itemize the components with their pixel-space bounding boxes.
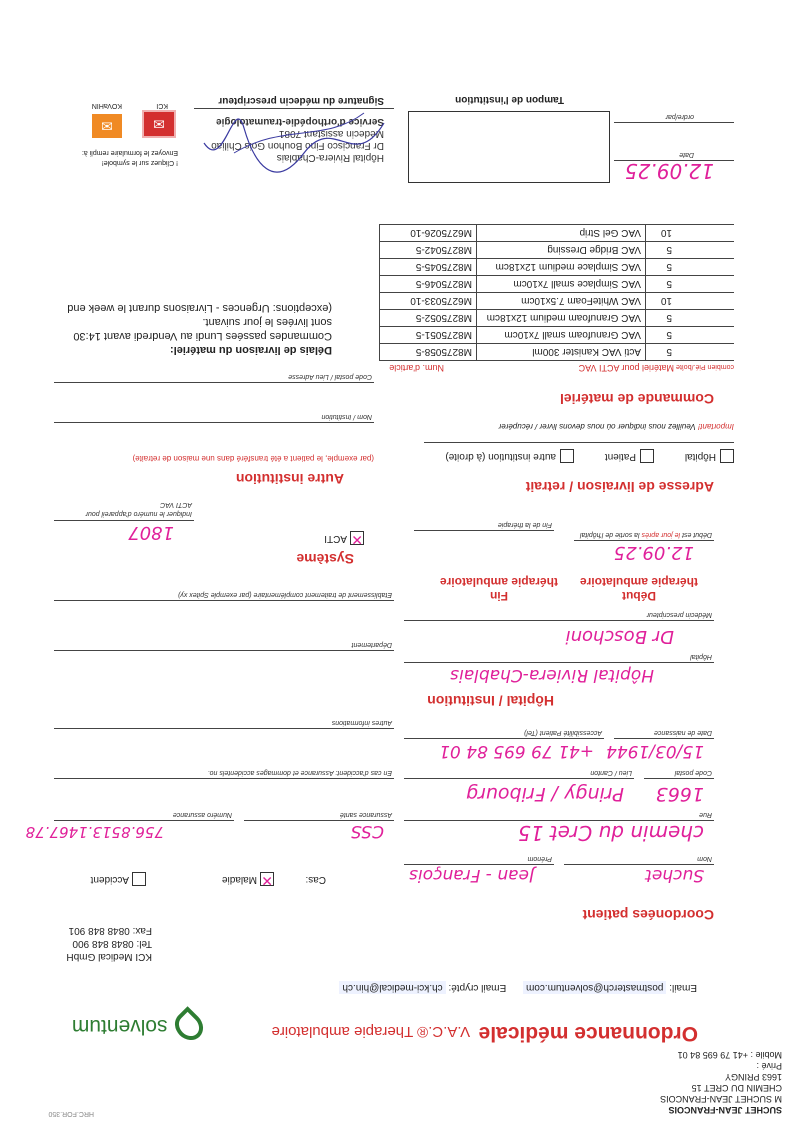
order-name: VAC Granufoam medium 12x18cm (477, 310, 646, 327)
order-name: Acti VAC Kanister 300ml (477, 344, 646, 361)
debut-value[interactable]: 12.09.25 (613, 542, 694, 563)
debut-heading-2: thérapie ambulatoire (579, 575, 698, 589)
debut-line (574, 540, 714, 541)
order-row (380, 293, 735, 310)
stamp-line-3: Médecin assistant 7081 (278, 128, 384, 139)
lieu-label: Lieu / Canton (590, 769, 632, 776)
order-qty: 5 (646, 310, 677, 327)
section-patient: Coordonées patient (582, 907, 714, 923)
order-combien-cell[interactable] (676, 327, 734, 344)
order-num: M6275026-10 (380, 225, 477, 242)
order-num: M8275051-5 (380, 327, 477, 344)
fin-heading-1: Fin (489, 589, 508, 603)
crypt-address[interactable]: ch.kci-medical@hin.ch (339, 981, 445, 994)
section-hopital: Hôpital / Institution (427, 693, 554, 709)
check-mark-icon: ✕ (261, 873, 273, 889)
stamp-line-4: Service d'orthopédie-traumatologie (216, 116, 384, 127)
fin-heading-2: thérapie ambulatoire (439, 575, 558, 589)
tel-label: Accessibilité Patient (Tel) (524, 729, 602, 736)
sticker-line-1: SUCHET JEAN-FRANCOIS (668, 1105, 782, 1115)
sticker-line-3: CHEMIN DU CRET 15 (691, 1083, 782, 1093)
order-num: M6275033-10 (380, 293, 477, 310)
fin-label: Fin de la thérapie (497, 521, 552, 528)
appareil-note (86, 500, 192, 518)
naissance-label: Date de naissance (654, 729, 712, 736)
solventum-logo (72, 1011, 202, 1041)
footer-ordre-label: ordre/par (665, 113, 694, 120)
tampon-box[interactable] (408, 111, 610, 183)
order-name: VAC Gel Strip (477, 225, 646, 242)
rue-line (404, 820, 714, 821)
livraison-line (424, 442, 734, 443)
delais-line-2: sont livrées le jour suivant. (202, 316, 332, 328)
order-num: M8275052-5 (380, 310, 477, 327)
signature-label: Signature du médecin prescripteur (218, 95, 384, 106)
section-livraison: Adresse de livraison / retrait (525, 479, 714, 495)
order-num: M8275042-5 (380, 242, 477, 259)
crypt-label: Email crypté: (448, 982, 507, 993)
acti-check-icon: ✕ (351, 532, 363, 548)
section-autre-institution: Autre institution (235, 471, 344, 487)
order-table-body (380, 225, 735, 361)
solventum-icon (169, 1006, 209, 1046)
accident-note-line (54, 778, 394, 779)
sticker-line-4: 1663 PRINGY (724, 1072, 782, 1082)
kci-mail-icon[interactable]: ✉ (142, 110, 176, 138)
hin-mail-icon[interactable]: ✉ (92, 114, 122, 138)
code-postal-line (644, 778, 714, 779)
order-name: VAC WhiteFoam 7.5x10cm (477, 293, 646, 310)
numero-label: Numéro assurance (172, 811, 232, 818)
autre-nom-label: Nom / Institution (321, 413, 372, 420)
nom-label: Nom (697, 855, 712, 862)
footer-date-label: Date (679, 151, 694, 158)
nom-line (564, 864, 714, 865)
company-tel: Tel: 0848 848 900 (72, 938, 152, 949)
tel-line (404, 738, 604, 739)
assurance-label: Assurance santé (339, 811, 392, 818)
order-row (380, 310, 735, 327)
livraison-autre-checkbox[interactable] (560, 449, 574, 463)
delais-line-1: Commandes passées Lundi au Vendredi avant 14:30 (73, 330, 332, 342)
order-combien-cell[interactable] (676, 293, 734, 310)
nom-value[interactable]: Suchet (645, 865, 704, 885)
prenom-line (404, 864, 554, 865)
livraison-autre-label: autre institution (à droite) (445, 451, 556, 462)
order-qty: 5 (646, 327, 677, 344)
order-name: VAC Granufoam small 7x10cm (477, 327, 646, 344)
acti-label: ACTI (324, 533, 347, 544)
brand-name: solventum (71, 1015, 168, 1038)
form-title (271, 1021, 698, 1045)
order-num: M8275045-5 (380, 259, 477, 276)
head-pie: Pié./boîte (676, 363, 706, 370)
debut-note-red: le jour après (641, 531, 681, 538)
section-systeme: Système (296, 551, 354, 567)
email-label: Email: (669, 982, 697, 993)
lieu-line (404, 778, 634, 779)
sticker-line-2: M SUCHET JEAN-FRANCOIS (660, 1094, 782, 1104)
debut-note (580, 531, 712, 538)
order-combien-cell[interactable] (676, 259, 734, 276)
kci-contact (66, 924, 152, 963)
kci-label: KCI (156, 102, 168, 109)
title-main: Ordonnance médicale (478, 1022, 698, 1045)
livraison-hopital-checkbox[interactable] (720, 449, 734, 463)
order-row (380, 344, 735, 361)
order-qty: 10 (646, 293, 677, 310)
order-row (380, 276, 735, 293)
head-mat: Matériel pour ACTI VAC (578, 363, 675, 373)
rue-label: Rue (699, 811, 712, 818)
code-postal-value[interactable]: 1663 (655, 783, 704, 805)
maladie-checkbox[interactable] (260, 872, 274, 889)
order-combien-cell[interactable] (676, 242, 734, 259)
autres-line (54, 728, 394, 729)
autre-nom-line (54, 422, 374, 423)
order-qty: 5 (646, 259, 677, 276)
livraison-hopital-label: Hôpital (684, 451, 716, 462)
order-name: VAC Bridge Dressing (477, 242, 646, 259)
important-text: Veuillez nous indiquer où nous devons livrer / récupérer (498, 422, 696, 431)
sticker-line-6: Mobile : +41 79 695 84 01 (677, 1050, 782, 1060)
stamp-line-1: Hôpital Riviera-Chablais (276, 152, 384, 163)
order-qty: 10 (646, 225, 677, 242)
debut-heading-1: Début (621, 589, 656, 603)
order-combien-cell[interactable] (676, 225, 734, 242)
order-qty: 5 (646, 242, 677, 259)
departement-line (54, 650, 394, 651)
sticker-line-5: Privé : (756, 1061, 782, 1071)
order-name: VAC Simplace medium 12x18cm (477, 259, 646, 276)
company-name: KCI Medical GmbH (66, 951, 152, 962)
hopital-line (404, 662, 714, 663)
footer-date-line (614, 160, 734, 161)
patient-sticker (660, 1049, 782, 1115)
debut-note-2: la sortie de l'hôpital (579, 531, 640, 538)
fin-heading (440, 575, 558, 603)
important-red: Important! (697, 422, 734, 431)
numero-value[interactable]: 756.8513.1467.78 (25, 823, 164, 841)
order-table (379, 224, 734, 361)
head-combien: combien (707, 363, 734, 370)
numero-line (54, 820, 234, 821)
hopital-value[interactable]: Hôpital Riviera-Chablais (450, 665, 654, 685)
click-note (82, 147, 178, 167)
etablissement-label: Etablissement de traitement complémentaire (par exemple Spitex xy) (178, 591, 392, 598)
autres-label: Autres informations (331, 719, 392, 726)
rue-value[interactable]: chemin du Cret 15 (518, 821, 704, 845)
doctor-signature (194, 103, 394, 183)
medecin-value[interactable]: Dr Boschoni (565, 626, 674, 647)
footer-date-value[interactable]: 12.09.25 (624, 159, 714, 183)
naissance-value[interactable]: 15/03/1944 (606, 741, 704, 761)
assurance-line (244, 820, 394, 821)
email-address[interactable]: postmasterch@solventum.com (523, 981, 666, 994)
prenom-label: Prénom (527, 855, 552, 862)
accident-checkbox[interactable] (132, 872, 146, 886)
order-row (380, 327, 735, 344)
order-header (579, 363, 734, 373)
order-qty: 5 (646, 344, 677, 361)
footer-ordre-line (614, 122, 734, 123)
click-line-1: ! Cliquez sur le symbole! (101, 159, 178, 166)
autre-code-line (54, 382, 374, 383)
order-combien-cell[interactable] (676, 276, 734, 293)
section-commande: Commande de matériel (559, 391, 714, 407)
departement-label: Département (351, 641, 392, 648)
email-row (339, 982, 697, 993)
order-num: M8275046-5 (380, 276, 477, 293)
order-row (380, 242, 735, 259)
form-code: HRC.FOR.350 (48, 1110, 94, 1117)
appareil-note-2: ACTI VAC (160, 501, 192, 508)
order-name: VAC Simplace small 7x10cm (477, 276, 646, 293)
order-row (380, 259, 735, 276)
click-line-2: Envoyez le formulaire rempli à: (81, 149, 178, 156)
delais-title: Délais de livraison du matériel: (169, 344, 332, 356)
etablissement-line (54, 600, 394, 601)
signature-line (194, 108, 394, 109)
delais-block (67, 301, 332, 357)
order-combien-cell[interactable] (676, 310, 734, 327)
stamp-line-2: Dr Francisco Fino Bouhon Gois Chiliao (211, 140, 384, 151)
accident-label: Accident (90, 874, 129, 885)
maladie-label: Maladie (221, 874, 257, 885)
hopital-label: Hôpital (690, 653, 712, 660)
tel-value[interactable]: +41 79 695 84 01 (439, 741, 594, 761)
important-note (499, 422, 734, 431)
delais-line-3: (exceptions: Urgences - Livraisons durant le week end (67, 302, 332, 314)
title-sub: V.A.C.® Therapie ambulatoire (271, 1023, 471, 1040)
autre-code-label: Code postal / Lieu Adresse (288, 373, 372, 380)
medecin-line (404, 620, 714, 621)
autre-note: (par exemple, le patient a été transféré dans une maison de retraite) (132, 454, 374, 463)
prenom-value[interactable]: Jean - François (409, 865, 534, 885)
livraison-patient-checkbox[interactable] (640, 449, 654, 463)
lieu-value[interactable]: Pringy / Fribourg (466, 783, 624, 805)
naissance-line (614, 738, 714, 739)
tampon-label: Tampon de l'institution (455, 94, 564, 105)
order-row (380, 225, 735, 242)
debut-heading (580, 575, 698, 603)
hin-label: KOVaHIN (91, 102, 122, 109)
order-qty: 5 (646, 276, 677, 293)
company-fax: Fax: 0848 848 901 (68, 925, 152, 936)
medecin-label: Médecin prescripteur (646, 611, 712, 618)
appareil-note-1: Indiquer le numéro d'appareil pour (85, 510, 192, 517)
appareil-value[interactable]: 1807 (128, 522, 174, 543)
appareil-line (54, 520, 194, 521)
order-num: M8275058-5 (380, 344, 477, 361)
assurance-value[interactable]: CSS (350, 821, 384, 841)
livraison-patient-label: Patient (604, 451, 636, 462)
accident-note: En cas d'accident: Assurance et dommages accidentels no. (207, 769, 392, 776)
head-num: Num. d'article (389, 363, 444, 373)
code-postal-label: Code postal (674, 769, 712, 776)
cas-label: Cas: (305, 874, 326, 885)
acti-checkbox[interactable] (350, 531, 364, 548)
fin-line (414, 530, 554, 531)
debut-note-1: Début est (682, 531, 712, 538)
order-combien-cell[interactable] (676, 344, 734, 361)
